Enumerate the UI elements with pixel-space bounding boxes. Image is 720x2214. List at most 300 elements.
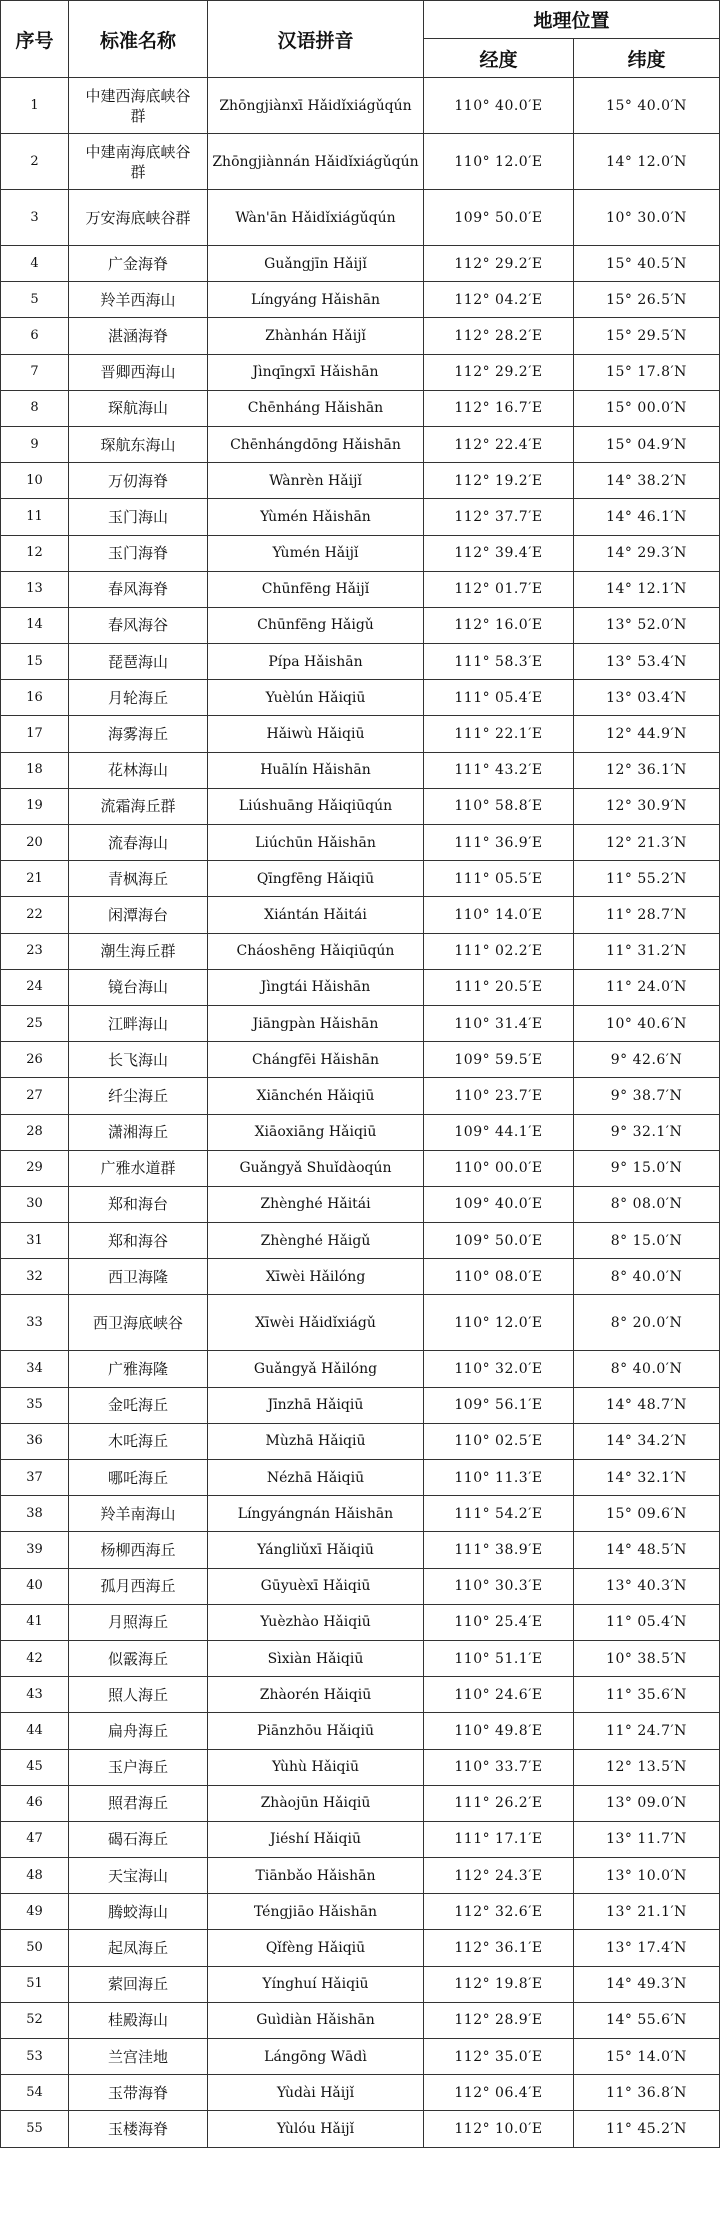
row-longitude: 112° 29.2′E [424, 354, 574, 390]
row-latitude: 14° 34.2′N [574, 1423, 720, 1459]
row-pinyin: Xiāoxiāng Hǎiqiū [208, 1114, 424, 1150]
row-pinyin: Jiéshí Hǎiqiū [208, 1821, 424, 1857]
row-standard-name: 月照海丘 [69, 1604, 208, 1640]
row-latitude: 9° 38.7′N [574, 1078, 720, 1114]
row-longitude: 111° 38.9′E [424, 1532, 574, 1568]
row-pinyin: Liúchūn Hǎishān [208, 825, 424, 861]
row-standard-name: 玉带海脊 [69, 2075, 208, 2111]
table-row [1, 354, 720, 390]
row-pinyin: Guǎngjīn Hǎijǐ [208, 246, 424, 282]
row-index: 12 [1, 535, 69, 571]
table-row [1, 897, 720, 933]
row-latitude: 8° 40.0′N [574, 1259, 720, 1295]
row-longitude: 110° 40.0′E [424, 78, 574, 134]
table-row [1, 1496, 720, 1532]
row-latitude: 14° 46.1′N [574, 499, 720, 535]
row-longitude: 112° 06.4′E [424, 2075, 574, 2111]
row-standard-name: 春风海脊 [69, 571, 208, 607]
row-standard-name: 春风海谷 [69, 607, 208, 643]
table-row [1, 680, 720, 716]
row-standard-name: 潇湘海丘 [69, 1114, 208, 1150]
table-row [1, 1821, 720, 1857]
table-row [1, 190, 720, 246]
row-latitude: 15° 29.5′N [574, 318, 720, 354]
row-index: 9 [1, 426, 69, 462]
row-standard-name: 萦回海丘 [69, 1966, 208, 2002]
row-latitude: 14° 48.5′N [574, 1532, 720, 1568]
row-index: 42 [1, 1640, 69, 1676]
row-standard-name: 起凤海丘 [69, 1930, 208, 1966]
table-row [1, 318, 720, 354]
row-longitude: 110° 49.8′E [424, 1713, 574, 1749]
row-index: 1 [1, 78, 69, 134]
header-index: 序号 [1, 1, 69, 78]
row-standard-name: 镜台海山 [69, 969, 208, 1005]
row-pinyin: Chēnháng Hǎishān [208, 390, 424, 426]
table-row [1, 607, 720, 643]
row-index: 15 [1, 644, 69, 680]
row-longitude: 111° 36.9′E [424, 825, 574, 861]
row-latitude: 9° 15.0′N [574, 1150, 720, 1186]
row-index: 50 [1, 1930, 69, 1966]
row-pinyin: Zhōngjiànxī Hǎidǐxiágǔqún [208, 78, 424, 134]
row-longitude: 111° 05.4′E [424, 680, 574, 716]
table-row [1, 571, 720, 607]
table-row [1, 1677, 720, 1713]
table-header [1, 1, 720, 78]
row-latitude: 11° 45.2′N [574, 2111, 720, 2147]
row-latitude: 12° 13.5′N [574, 1749, 720, 1785]
table-row [1, 1532, 720, 1568]
row-standard-name: 万安海底峡谷群 [69, 190, 208, 246]
row-standard-name: 潮生海丘群 [69, 933, 208, 969]
row-longitude: 109° 44.1′E [424, 1114, 574, 1150]
row-longitude: 111° 22.1′E [424, 716, 574, 752]
row-longitude: 112° 19.8′E [424, 1966, 574, 2002]
row-index: 4 [1, 246, 69, 282]
table-row [1, 463, 720, 499]
row-pinyin: Cháoshēng Hǎiqiūqún [208, 933, 424, 969]
row-longitude: 111° 20.5′E [424, 969, 574, 1005]
row-standard-name: 玉门海山 [69, 499, 208, 535]
row-standard-name: 腾蛟海山 [69, 1894, 208, 1930]
row-index: 19 [1, 788, 69, 824]
row-latitude: 14° 29.3′N [574, 535, 720, 571]
table-row [1, 1966, 720, 2002]
row-index: 22 [1, 897, 69, 933]
row-longitude: 110° 11.3′E [424, 1460, 574, 1496]
row-pinyin: Yùhù Hǎiqiū [208, 1749, 424, 1785]
row-latitude: 14° 55.6′N [574, 2002, 720, 2038]
row-latitude: 13° 21.1′N [574, 1894, 720, 1930]
row-pinyin: Qǐfèng Hǎiqiū [208, 1930, 424, 1966]
header-standard-name: 标准名称 [69, 1, 208, 78]
row-longitude: 112° 01.7′E [424, 571, 574, 607]
row-latitude: 11° 28.7′N [574, 897, 720, 933]
row-standard-name: 广雅海隆 [69, 1351, 208, 1387]
row-pinyin: Jiāngpàn Hǎishān [208, 1005, 424, 1041]
row-standard-name: 花林海山 [69, 752, 208, 788]
table-row [1, 969, 720, 1005]
row-index: 52 [1, 2002, 69, 2038]
table-row [1, 1005, 720, 1041]
row-index: 32 [1, 1259, 69, 1295]
row-longitude: 110° 14.0′E [424, 897, 574, 933]
row-latitude: 13° 11.7′N [574, 1821, 720, 1857]
table-row [1, 1295, 720, 1351]
row-longitude: 110° 33.7′E [424, 1749, 574, 1785]
row-pinyin: Guǎngyǎ Shuǐdàoqún [208, 1150, 424, 1186]
row-index: 40 [1, 1568, 69, 1604]
table-row [1, 426, 720, 462]
row-latitude: 11° 55.2′N [574, 861, 720, 897]
row-longitude: 112° 24.3′E [424, 1858, 574, 1894]
row-index: 20 [1, 825, 69, 861]
row-standard-name: 碣石海丘 [69, 1821, 208, 1857]
row-index: 23 [1, 933, 69, 969]
table-row [1, 752, 720, 788]
row-pinyin: Piānzhōu Hǎiqiū [208, 1713, 424, 1749]
row-standard-name: 万仞海脊 [69, 463, 208, 499]
row-pinyin: Hǎiwù Hǎiqiū [208, 716, 424, 752]
row-latitude: 13° 17.4′N [574, 1930, 720, 1966]
row-latitude: 11° 31.2′N [574, 933, 720, 969]
row-standard-name: 月轮海丘 [69, 680, 208, 716]
table-row [1, 1351, 720, 1387]
row-pinyin: Yuèlún Hǎiqiū [208, 680, 424, 716]
row-latitude: 12° 44.9′N [574, 716, 720, 752]
table-row [1, 1078, 720, 1114]
row-longitude: 110° 24.6′E [424, 1677, 574, 1713]
row-latitude: 13° 53.4′N [574, 644, 720, 680]
row-index: 31 [1, 1223, 69, 1259]
row-pinyin: Qīngfēng Hǎiqiū [208, 861, 424, 897]
row-index: 17 [1, 716, 69, 752]
row-index: 48 [1, 1858, 69, 1894]
row-index: 30 [1, 1186, 69, 1222]
row-standard-name: 湛涵海脊 [69, 318, 208, 354]
row-pinyin: Língyáng Hǎishān [208, 282, 424, 318]
table-row [1, 933, 720, 969]
table-row [1, 2111, 720, 2147]
row-index: 27 [1, 1078, 69, 1114]
row-index: 33 [1, 1295, 69, 1351]
table-row [1, 1713, 720, 1749]
table-row [1, 861, 720, 897]
table-row [1, 1640, 720, 1676]
row-longitude: 112° 04.2′E [424, 282, 574, 318]
row-standard-name: 玉门海脊 [69, 535, 208, 571]
row-standard-name: 孤月西海丘 [69, 1568, 208, 1604]
row-latitude: 13° 09.0′N [574, 1785, 720, 1821]
row-longitude: 109° 50.0′E [424, 190, 574, 246]
row-longitude: 110° 00.0′E [424, 1150, 574, 1186]
row-longitude: 112° 22.4′E [424, 426, 574, 462]
row-longitude: 112° 36.1′E [424, 1930, 574, 1966]
row-pinyin: Wàn'ān Hǎidǐxiágǔqún [208, 190, 424, 246]
row-standard-name: 长飞海山 [69, 1042, 208, 1078]
row-pinyin: Xiānchén Hǎiqiū [208, 1078, 424, 1114]
row-standard-name: 江畔海山 [69, 1005, 208, 1041]
row-index: 55 [1, 2111, 69, 2147]
table-row [1, 1749, 720, 1785]
table-body [1, 78, 720, 2148]
table-row [1, 1387, 720, 1423]
row-standard-name: 流霜海丘群 [69, 788, 208, 824]
row-latitude: 11° 24.7′N [574, 1713, 720, 1749]
row-longitude: 111° 26.2′E [424, 1785, 574, 1821]
row-index: 44 [1, 1713, 69, 1749]
row-pinyin: Wànrèn Hǎijǐ [208, 463, 424, 499]
row-standard-name: 照人海丘 [69, 1677, 208, 1713]
row-standard-name: 广雅水道群 [69, 1150, 208, 1186]
row-standard-name: 琛航海山 [69, 390, 208, 426]
row-latitude: 9° 32.1′N [574, 1114, 720, 1150]
row-longitude: 110° 58.8′E [424, 788, 574, 824]
row-standard-name: 扁舟海丘 [69, 1713, 208, 1749]
row-standard-name: 西卫海隆 [69, 1259, 208, 1295]
table-row [1, 1259, 720, 1295]
table-row [1, 1460, 720, 1496]
row-latitude: 14° 12.0′N [574, 134, 720, 190]
row-longitude: 111° 58.3′E [424, 644, 574, 680]
row-standard-name: 青枫海丘 [69, 861, 208, 897]
row-latitude: 14° 38.2′N [574, 463, 720, 499]
row-pinyin: Chūnfēng Hǎigǔ [208, 607, 424, 643]
table-row [1, 282, 720, 318]
header-location: 地理位置 [424, 1, 720, 39]
row-longitude: 112° 32.6′E [424, 1894, 574, 1930]
row-standard-name: 郑和海台 [69, 1186, 208, 1222]
row-pinyin: Yínghuí Hǎiqiū [208, 1966, 424, 2002]
table-row [1, 1785, 720, 1821]
row-standard-name: 广金海脊 [69, 246, 208, 282]
table-row [1, 2039, 720, 2075]
row-latitude: 10° 38.5′N [574, 1640, 720, 1676]
row-longitude: 112° 39.4′E [424, 535, 574, 571]
row-standard-name: 琛航东海山 [69, 426, 208, 462]
row-longitude: 110° 30.3′E [424, 1568, 574, 1604]
row-longitude: 112° 19.2′E [424, 463, 574, 499]
row-index: 34 [1, 1351, 69, 1387]
row-index: 7 [1, 354, 69, 390]
table-row [1, 390, 720, 426]
row-pinyin: Yùdài Hǎijǐ [208, 2075, 424, 2111]
row-latitude: 15° 40.0′N [574, 78, 720, 134]
row-standard-name: 似霰海丘 [69, 1640, 208, 1676]
table-row [1, 535, 720, 571]
row-pinyin: Zhōngjiànnán Hǎidǐxiágǔqún [208, 134, 424, 190]
row-latitude: 8° 08.0′N [574, 1186, 720, 1222]
row-longitude: 110° 08.0′E [424, 1259, 574, 1295]
row-standard-name: 海雾海丘 [69, 716, 208, 752]
row-longitude: 110° 25.4′E [424, 1604, 574, 1640]
table-row [1, 1150, 720, 1186]
row-standard-name: 哪吒海丘 [69, 1460, 208, 1496]
table-row [1, 1858, 720, 1894]
row-index: 24 [1, 969, 69, 1005]
row-pinyin: Jìnqīngxī Hǎishān [208, 354, 424, 390]
row-latitude: 15° 40.5′N [574, 246, 720, 282]
row-latitude: 11° 05.4′N [574, 1604, 720, 1640]
row-longitude: 112° 35.0′E [424, 2039, 574, 2075]
row-longitude: 111° 02.2′E [424, 933, 574, 969]
row-latitude: 10° 40.6′N [574, 1005, 720, 1041]
row-latitude: 15° 17.8′N [574, 354, 720, 390]
row-index: 49 [1, 1894, 69, 1930]
row-pinyin: Yùmén Hǎishān [208, 499, 424, 535]
row-pinyin: Guǎngyǎ Hǎilóng [208, 1351, 424, 1387]
row-latitude: 14° 32.1′N [574, 1460, 720, 1496]
row-longitude: 112° 16.0′E [424, 607, 574, 643]
row-index: 21 [1, 861, 69, 897]
header-pinyin: 汉语拼音 [208, 1, 424, 78]
row-longitude: 112° 37.7′E [424, 499, 574, 535]
row-latitude: 11° 35.6′N [574, 1677, 720, 1713]
row-latitude: 14° 12.1′N [574, 571, 720, 607]
row-index: 51 [1, 1966, 69, 2002]
row-index: 11 [1, 499, 69, 535]
row-latitude: 15° 04.9′N [574, 426, 720, 462]
row-longitude: 110° 12.0′E [424, 134, 574, 190]
row-longitude: 110° 02.5′E [424, 1423, 574, 1459]
row-longitude: 109° 50.0′E [424, 1223, 574, 1259]
table-row [1, 2075, 720, 2111]
row-pinyin: Gūyuèxī Hǎiqiū [208, 1568, 424, 1604]
row-index: 35 [1, 1387, 69, 1423]
row-pinyin: Zhènghé Hǎigǔ [208, 1223, 424, 1259]
table-row [1, 1223, 720, 1259]
row-pinyin: Mùzhā Hǎiqiū [208, 1423, 424, 1459]
row-latitude: 12° 36.1′N [574, 752, 720, 788]
table-row [1, 2002, 720, 2038]
table-row [1, 788, 720, 824]
row-longitude: 110° 31.4′E [424, 1005, 574, 1041]
row-index: 41 [1, 1604, 69, 1640]
row-standard-name: 玉楼海脊 [69, 2111, 208, 2147]
row-standard-name: 木吒海丘 [69, 1423, 208, 1459]
row-latitude: 15° 14.0′N [574, 2039, 720, 2075]
row-standard-name: 照君海丘 [69, 1785, 208, 1821]
row-standard-name: 纤尘海丘 [69, 1078, 208, 1114]
table-row [1, 246, 720, 282]
row-latitude: 12° 21.3′N [574, 825, 720, 861]
table-row [1, 825, 720, 861]
row-index: 3 [1, 190, 69, 246]
row-pinyin: Jīnzhā Hǎiqiū [208, 1387, 424, 1423]
row-index: 43 [1, 1677, 69, 1713]
row-pinyin: Xīwèi Hǎidǐxiágǔ [208, 1295, 424, 1351]
table-row [1, 1114, 720, 1150]
row-pinyin: Xīwèi Hǎilóng [208, 1259, 424, 1295]
row-index: 16 [1, 680, 69, 716]
row-standard-name: 闲潭海台 [69, 897, 208, 933]
row-pinyin: Xiántán Hǎitái [208, 897, 424, 933]
table-row [1, 1186, 720, 1222]
row-standard-name: 晋卿西海山 [69, 354, 208, 390]
row-latitude: 15° 00.0′N [574, 390, 720, 426]
table-row [1, 1930, 720, 1966]
row-latitude: 14° 48.7′N [574, 1387, 720, 1423]
row-longitude: 109° 59.5′E [424, 1042, 574, 1078]
row-standard-name: 金吒海丘 [69, 1387, 208, 1423]
row-index: 38 [1, 1496, 69, 1532]
row-longitude: 112° 10.0′E [424, 2111, 574, 2147]
row-latitude: 13° 40.3′N [574, 1568, 720, 1604]
row-index: 10 [1, 463, 69, 499]
row-index: 5 [1, 282, 69, 318]
row-pinyin: Yángliǔxī Hǎiqiū [208, 1532, 424, 1568]
row-longitude: 110° 12.0′E [424, 1295, 574, 1351]
row-standard-name: 兰宫洼地 [69, 2039, 208, 2075]
row-latitude: 10° 30.0′N [574, 190, 720, 246]
table-row [1, 1042, 720, 1078]
row-longitude: 109° 40.0′E [424, 1186, 574, 1222]
row-pinyin: Zhènghé Hǎitái [208, 1186, 424, 1222]
row-latitude: 12° 30.9′N [574, 788, 720, 824]
row-pinyin: Yùmén Hǎijǐ [208, 535, 424, 571]
table-row [1, 1894, 720, 1930]
row-pinyin: Lángōng Wādì [208, 2039, 424, 2075]
table-row [1, 78, 720, 134]
row-standard-name: 琵琶海山 [69, 644, 208, 680]
row-longitude: 109° 56.1′E [424, 1387, 574, 1423]
table-row [1, 1568, 720, 1604]
row-longitude: 110° 23.7′E [424, 1078, 574, 1114]
row-index: 37 [1, 1460, 69, 1496]
row-longitude: 112° 29.2′E [424, 246, 574, 282]
row-index: 25 [1, 1005, 69, 1041]
row-longitude: 111° 54.2′E [424, 1496, 574, 1532]
row-pinyin: Guìdiàn Hǎishān [208, 2002, 424, 2038]
row-latitude: 11° 36.8′N [574, 2075, 720, 2111]
row-latitude: 15° 09.6′N [574, 1496, 720, 1532]
row-standard-name: 中建西海底峡谷群 [69, 78, 208, 134]
row-pinyin: Yùlóu Hǎijǐ [208, 2111, 424, 2147]
row-latitude: 11° 24.0′N [574, 969, 720, 1005]
row-index: 54 [1, 2075, 69, 2111]
row-pinyin: Huālín Hǎishān [208, 752, 424, 788]
row-pinyin: Sìxiàn Hǎiqiū [208, 1640, 424, 1676]
header-latitude: 纬度 [574, 39, 720, 78]
table-row [1, 1604, 720, 1640]
row-index: 2 [1, 134, 69, 190]
row-longitude: 111° 17.1′E [424, 1821, 574, 1857]
row-index: 26 [1, 1042, 69, 1078]
row-pinyin: Jìngtái Hǎishān [208, 969, 424, 1005]
row-index: 6 [1, 318, 69, 354]
row-latitude: 14° 49.3′N [574, 1966, 720, 2002]
row-latitude: 13° 03.4′N [574, 680, 720, 716]
row-latitude: 15° 26.5′N [574, 282, 720, 318]
row-standard-name: 天宝海山 [69, 1858, 208, 1894]
row-index: 13 [1, 571, 69, 607]
row-index: 8 [1, 390, 69, 426]
row-longitude: 112° 28.2′E [424, 318, 574, 354]
row-index: 18 [1, 752, 69, 788]
row-index: 53 [1, 2039, 69, 2075]
row-standard-name: 桂殿海山 [69, 2002, 208, 2038]
row-standard-name: 郑和海谷 [69, 1223, 208, 1259]
table-row [1, 134, 720, 190]
row-index: 36 [1, 1423, 69, 1459]
row-pinyin: Yuèzhào Hǎiqiū [208, 1604, 424, 1640]
row-latitude: 13° 10.0′N [574, 1858, 720, 1894]
row-longitude: 110° 32.0′E [424, 1351, 574, 1387]
row-index: 47 [1, 1821, 69, 1857]
row-pinyin: Liúshuāng Hǎiqiūqún [208, 788, 424, 824]
header-longitude: 经度 [424, 39, 574, 78]
